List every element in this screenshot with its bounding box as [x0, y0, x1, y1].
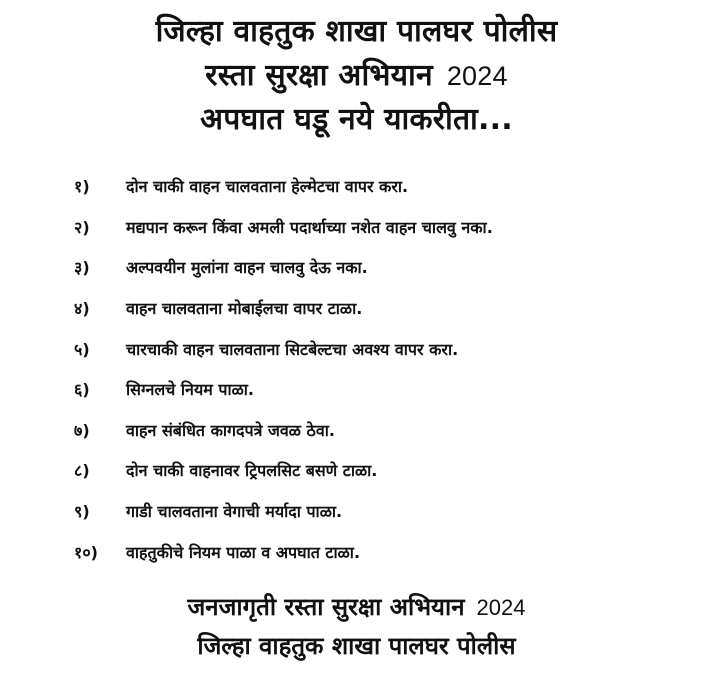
footer-year: 2024 [476, 595, 526, 620]
list-item [74, 247, 694, 288]
list-item [74, 369, 694, 410]
notice-footer [0, 588, 713, 665]
rule-text: वाहन चालवताना मोबाईलचा वापर टाळा. [126, 299, 363, 319]
rule-text: दोन चाकी वाहनावर ट्रिपलसिट बसणे टाळा. [126, 461, 378, 481]
rule-number: ६) [74, 380, 90, 400]
rule-number: ७) [74, 420, 90, 440]
footer-campaign-line [0, 588, 713, 627]
header-year: 2024 [446, 61, 508, 91]
rule-text: दोन चाकी वाहन चालवताना हेल्मेटचा वापर करा. [126, 177, 409, 197]
rule-number: ५) [74, 339, 90, 359]
rule-text: वाहन संबंधित कागदपत्रे जवळ ठेवा. [126, 420, 335, 440]
rule-number: १) [74, 177, 90, 197]
list-item [74, 450, 694, 491]
footer-department-line [0, 627, 713, 665]
rule-number: २) [74, 217, 90, 237]
footer-department: जिल्हा वाहतुक शाखा पालघर पोलीस [197, 632, 516, 660]
rule-text: अल्पवयीन मुलांना वाहन चालवु देऊ नका. [126, 258, 368, 278]
list-item [74, 410, 694, 451]
rule-number: ८) [74, 461, 90, 481]
list-item [74, 328, 694, 369]
footer-campaign: जनजागृती रस्ता सुरक्षा अभियान [187, 593, 465, 621]
notice-header [0, 10, 713, 142]
header-subtitle: अपघात घडू नये याकरीता... [200, 102, 513, 137]
rule-number: ४) [74, 299, 90, 319]
header-title-line [0, 10, 713, 54]
rule-text: चारचाकी वाहन चालवताना सिटबेल्टचा अवश्य वापर करा. [126, 339, 459, 359]
rule-number: ९) [74, 502, 90, 522]
header-department: जिल्हा वाहतुक शाखा पालघर पोलीस [155, 14, 558, 49]
header-campaign: रस्ता सुरक्षा अभियान [205, 58, 433, 93]
rule-number: ३) [74, 258, 90, 278]
list-item [74, 166, 694, 207]
header-subtitle-line [0, 98, 713, 142]
list-item [74, 288, 694, 329]
rule-text: वाहतुकीचे नियम पाळा व अपघात टाळा. [126, 542, 361, 562]
rule-number: १०) [74, 542, 98, 562]
list-item [74, 491, 694, 532]
list-item [74, 531, 694, 572]
rule-text: सिग्नलचे नियम पाळा. [126, 380, 254, 400]
safety-rules-list [74, 166, 694, 572]
list-item [74, 207, 694, 248]
rule-text: गाडी चालवताना वेगाची मर्यादा पाळा. [126, 502, 343, 522]
rule-text: मद्यपान करून किंवा अमली पदार्थाच्या नशेत वाहन चालवु नका. [126, 217, 493, 237]
header-campaign-line [0, 54, 713, 98]
